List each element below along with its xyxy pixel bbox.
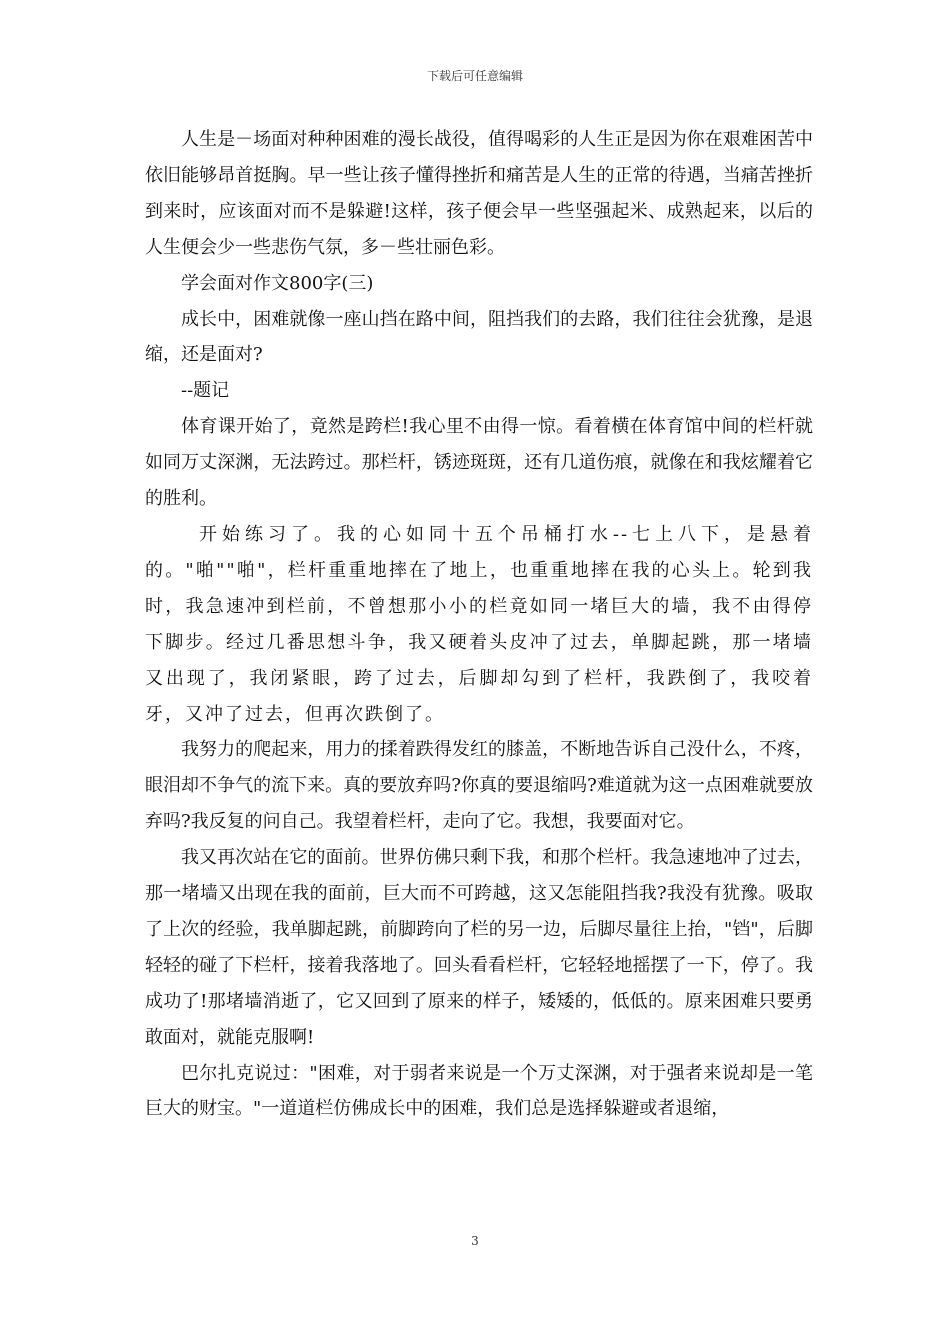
paragraph: 巴尔扎克说过："困难，对于弱者来说是一个万丈深渊，对于强者来说却是一笔巨大的财宝。"一道道栏仿佛成长中的困难，我们总是选择躲避或者退缩， — [145, 1062, 813, 1120]
section-heading: 学会面对作文800字(三) — [181, 272, 374, 294]
epigraph-attribution: --题记 — [181, 380, 230, 402]
paragraph: 成长中，困难就像一座山挡在路中间，阻挡我们的去路，我们往往会犹豫，是退缩，还是面对? — [145, 308, 813, 366]
paragraph: 我又再次站在它的面前。世界仿佛只剩下我，和那个栏杆。我急速地冲了过去，那一堵墙又出现在我的面前，巨大而不可跨越，这又怎能阻挡我?我没有犹豫。吸取了上次的经验，我单脚起跳，前脚跨向了栏的另一边，后脚尽量往上抬，"铛"，后脚轻轻的碰了下栏杆，接着我落地了。回头看看栏杆，它轻轻地摇摆了一下，停了。我成功了!那堵墙消逝了，它又回到了原来的样子，矮矮的，低低的。原来困难只要勇敢面对，就能克服啊! — [145, 847, 813, 1048]
page-number: 3 — [471, 1234, 479, 1248]
paragraph: 我努力的爬起来，用力的揉着跌得发红的膝盖，不断地告诉自己没什么，不疼，眼泪却不争气的流下来。真的要放弃吗?你真的要退缩吗?难道就为这一点困难就要放弃吗?我反复的问自己。我望着栏杆，走向了它。我想，我要面对它。 — [145, 739, 813, 833]
page-header: 下载后可任意编辑 — [426, 69, 523, 83]
document-body — [145, 122, 813, 1127]
paragraph: 体育课开始了，竟然是跨栏!我心里不由得一惊。看着横在体育馆中间的栏杆就如同万丈深渊，无法跨过。那栏杆，锈迹斑斑，还有几道伤痕，就像在和我炫耀着它的胜利。 — [145, 416, 813, 510]
paragraph: 开始练习了。我的心如同十五个吊桶打水--七上八下，是悬着的。"啪""啪"，栏杆重重地摔在了地上，也重重地摔在我的心头上。轮到我时，我急速冲到栏前，不曾想那小小的栏竟如同一堵巨大的墙，我不由得停下脚步。经过几番思想斗争，我又硬着头皮冲了过去，单脚起跳，那一堵墙又出现了，我闭紧眼，跨了过去，后脚却勾到了栏杆，我跌倒了，我咬着牙，又冲了过去，但再次跌倒了。 — [145, 523, 813, 725]
paragraph: 人生是－场面对种种困难的漫长战役，值得喝彩的人生正是因为你在艰难困苦中依旧能够昂首挺胸。早一些让孩子懂得挫折和痛苦是人生的正常的待遇，当痛苦挫折到来时，应该面对而不是躲避!这样，孩子便会早一些坚强起米、成熟起来，以后的人生便会少一些悲伤气氛，多－些壮丽色彩。 — [145, 129, 813, 258]
